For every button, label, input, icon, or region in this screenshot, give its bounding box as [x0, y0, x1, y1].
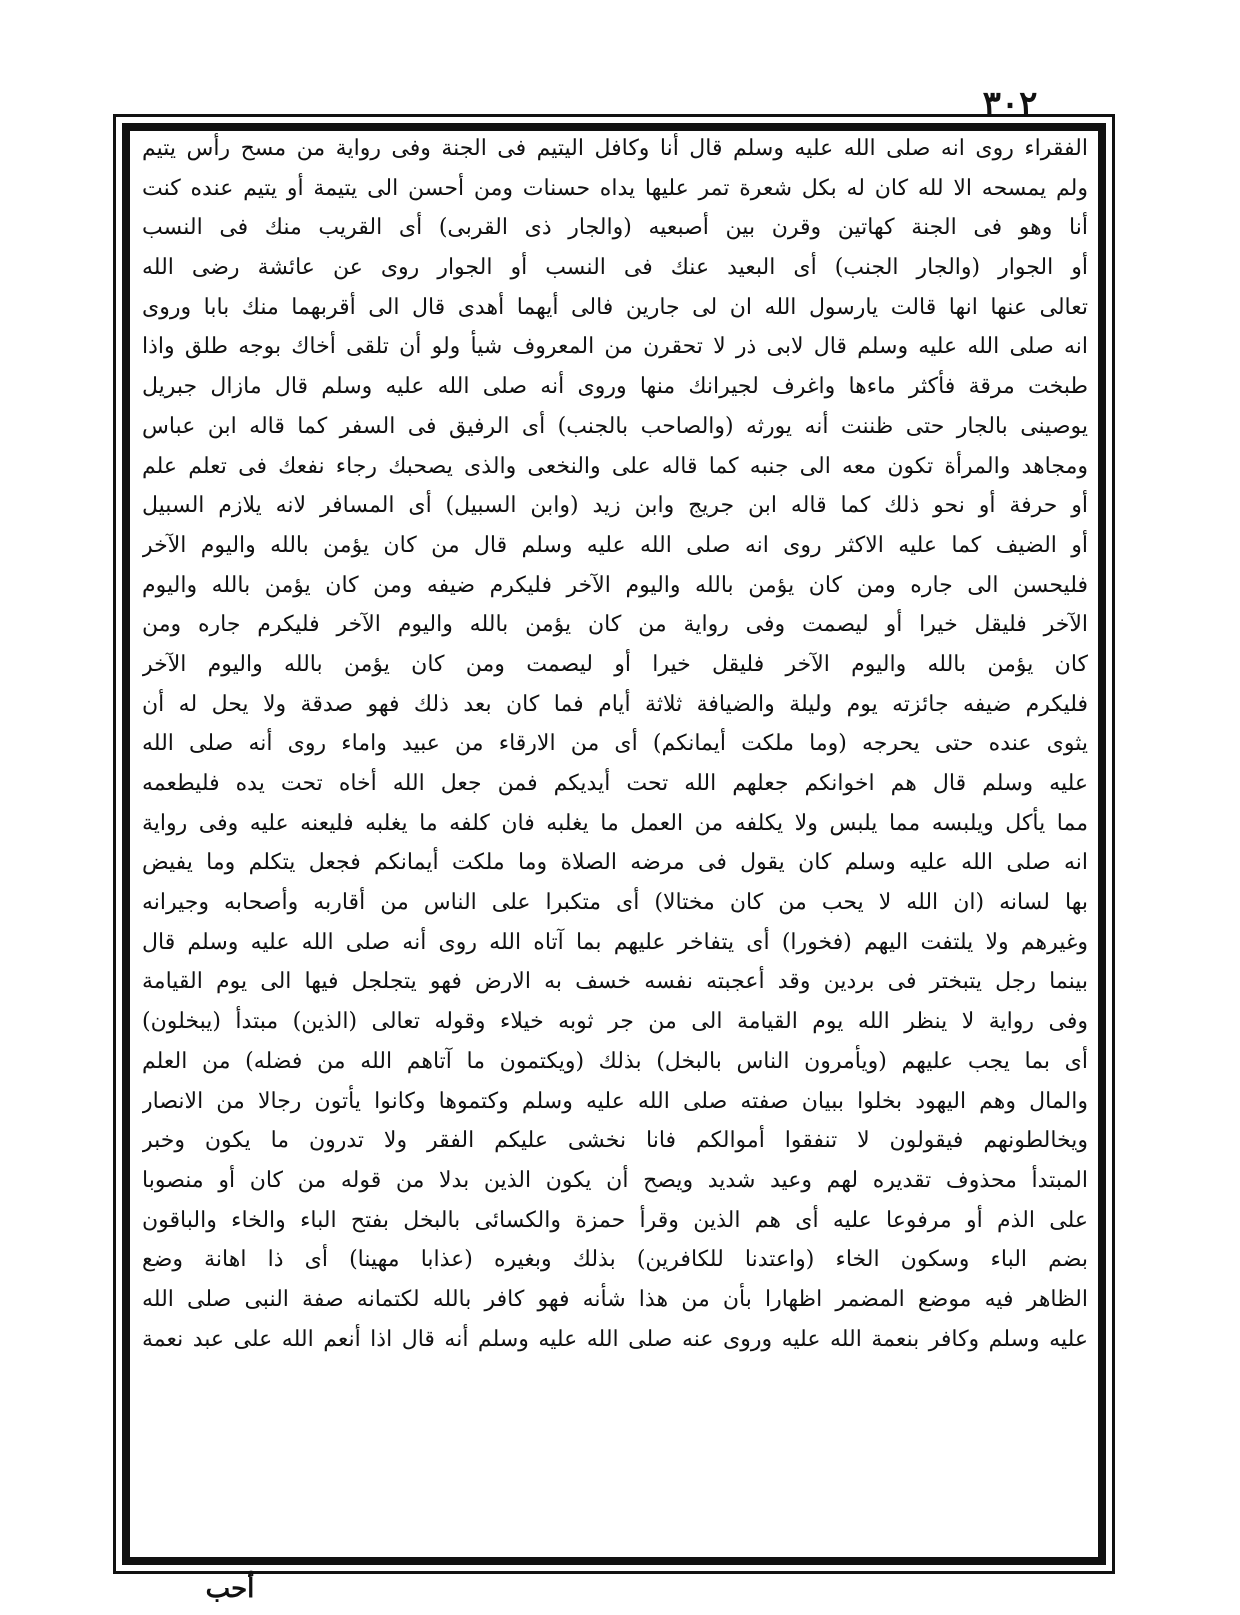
text-line: فليحسن الى جاره ومن كان يؤمن بالله واليوم الآخر فليكرم ضيفه ومن كان يؤمن بالله واليوم: [142, 572, 1088, 598]
text-line: فليكرم ضيفه جائزته يوم وليلة والضيافة ثلاثة أيام فما كان بعد ذلك فهو صدقة ولا يحل له أن: [142, 691, 1088, 717]
text-line: يثوى عنده حتى يحرجه (وما ملكت أيمانكم) أى من الارقاء من عبيد واماء روى أنه صلى الله: [142, 731, 1088, 757]
text-line: عليه وسلم قال هم اخوانكم جعلهم الله تحت أيديكم فمن جعل الله أخاه تحت يده فليطعمه: [142, 771, 1088, 796]
text-line: بينما رجل يتبختر فى بردين وقد أعجبته نفسه خسف به الارض فهو يتجلجل فيها الى يوم القيامة: [142, 969, 1088, 995]
text-line: انه صلى الله عليه وسلم كان يقول فى مرضه الصلاة وما ملكت أيمانكم فجعل يتكلم وما يفيض: [142, 850, 1088, 876]
text-line: وفى رواية لا ينظر الله يوم القيامة الى من جر ثوبه خيلاء وقوله تعالى (الذين) مبتدأ (يبخلون): [142, 1009, 1088, 1035]
text-line: الآخر فليقل خيرا أو ليصمت وفى رواية من كان يؤمن بالله واليوم الآخر فليكرم جاره ومن: [142, 612, 1088, 638]
text-line: طبخت مرقة فأكثر ماءها واغرف لجيرانك منها وروى أنه صلى الله عليه وسلم قال مازال جبريل: [142, 374, 1088, 400]
text-line: بها لسانه (ان الله لا يحب من كان مختالا) أى متكبرا على الناس من أقاربه وأصحابه وجيرانه: [142, 890, 1088, 916]
text-line: مما يأكل ويلبسه مما يلبس ولا يكلفه من العمل ما يغلبه فان كلفه ما يغلبه فليعنه عليه وفى رواية: [142, 810, 1088, 836]
text-line: أو الجوار (والجار الجنب) أى البعيد عنك فى النسب أو الجوار روى عن عائشة رضى الله: [142, 255, 1088, 281]
text-line: كان يؤمن بالله واليوم الآخر فليقل خيرا أو ليصمت ومن كان يؤمن بالله واليوم الآخر: [142, 651, 1088, 677]
text-line: الظاهر فيه موضع المضمر اظهارا بأن من هذا شأنه فهو كافر بالله لكتمانه صفة النبى صلى الله: [142, 1286, 1088, 1312]
text-line: أو حرفة أو نحو ذلك كما قاله ابن جريج وابن زيد (وابن السبيل) أى المسافر لانه يلازم السبيل: [142, 493, 1088, 519]
text-line: أو الضيف كما عليه الاكثر روى انه صلى الله عليه وسلم قال من كان يؤمن بالله واليوم الآخر: [142, 532, 1088, 558]
catchword: أحب: [205, 1574, 255, 1604]
text-line: انه صلى الله عليه وسلم قال لابى ذر لا تحقرن من المعروف شيأ ولو أن تلقى أخاك بوجه طلق واذا: [142, 334, 1088, 360]
text-line: المبتدأ محذوف تقديره لهم وعيد شديد ويصح أن يكون الذين بدلا من قوله من كان أو منصوبا: [142, 1167, 1088, 1193]
text-line: يوصينى بالجار حتى ظننت أنه يورثه (والصاحب بالجنب) أى الرفيق فى السفر كما قاله ابن عباس: [142, 413, 1088, 439]
text-line: ومجاهد والمرأة تكون معه الى جنبه كما قاله على والنخعى والذى يصحبك رجاء نفعك فى تعلم علم: [142, 453, 1088, 479]
text-line: عليه وسلم وكافر بنعمة الله عليه وروى عنه صلى الله عليه وسلم أنه قال اذا أنعم الله على عبد نعمة: [142, 1326, 1088, 1352]
text-line: أى بما يجب عليهم (ويأمرون الناس بالبخل) بذلك (ويكتمون ما آتاهم الله من فضله) من العلم: [142, 1048, 1088, 1074]
text-line: الفقراء روى انه صلى الله عليه وسلم قال أنا وكافل اليتيم فى الجنة وفى رواية من مسح رأس يتيم: [142, 136, 1088, 161]
text-line: على الذم أو مرفوعا عليه أى هم الذين وقرأ حمزة والكسائى بالبخل بفتح الباء والخاء والباقون: [142, 1207, 1088, 1233]
text-line: بضم الباء وسكون الخاء (واعتدنا للكافرين) بذلك وبغيره (عذابا مهينا) أى ذا اهانة وضع: [142, 1247, 1088, 1273]
text-line: والمال وهم اليهود بخلوا ببيان صفته صلى الله عليه وسلم وكتموها وكانوا يأتون رجالا من الانصار: [142, 1088, 1088, 1114]
text-line: ويخالطونهم فيقولون لا تنفقوا أموالكم فانا نخشى عليكم الفقر ولا تدرون ما يكون وخبر: [142, 1128, 1088, 1154]
body-text: [142, 129, 1088, 1559]
page-number: ٣٠٢: [982, 84, 1038, 124]
text-line: أنا وهو فى الجنة كهاتين وقرن بين أصبعيه (والجار ذى القربى) أى القريب منك فى النسب: [142, 215, 1088, 241]
text-line: وغيرهم ولا يلتفت اليهم (فخورا) أى يتفاخر عليهم بما آتاه الله روى أنه صلى الله عليه وسلم قال: [142, 929, 1088, 955]
text-line: ولم يمسحه الا لله كان له بكل شعرة تمر عليها يداه حسنات ومن أحسن الى يتيمة أو يتيم عنده كنت: [142, 175, 1088, 201]
text-line: تعالى عنها انها قالت يارسول الله ان لى جارين فالى أيهما أهدى قال الى أقربهما منك بابا وروى: [142, 294, 1088, 320]
